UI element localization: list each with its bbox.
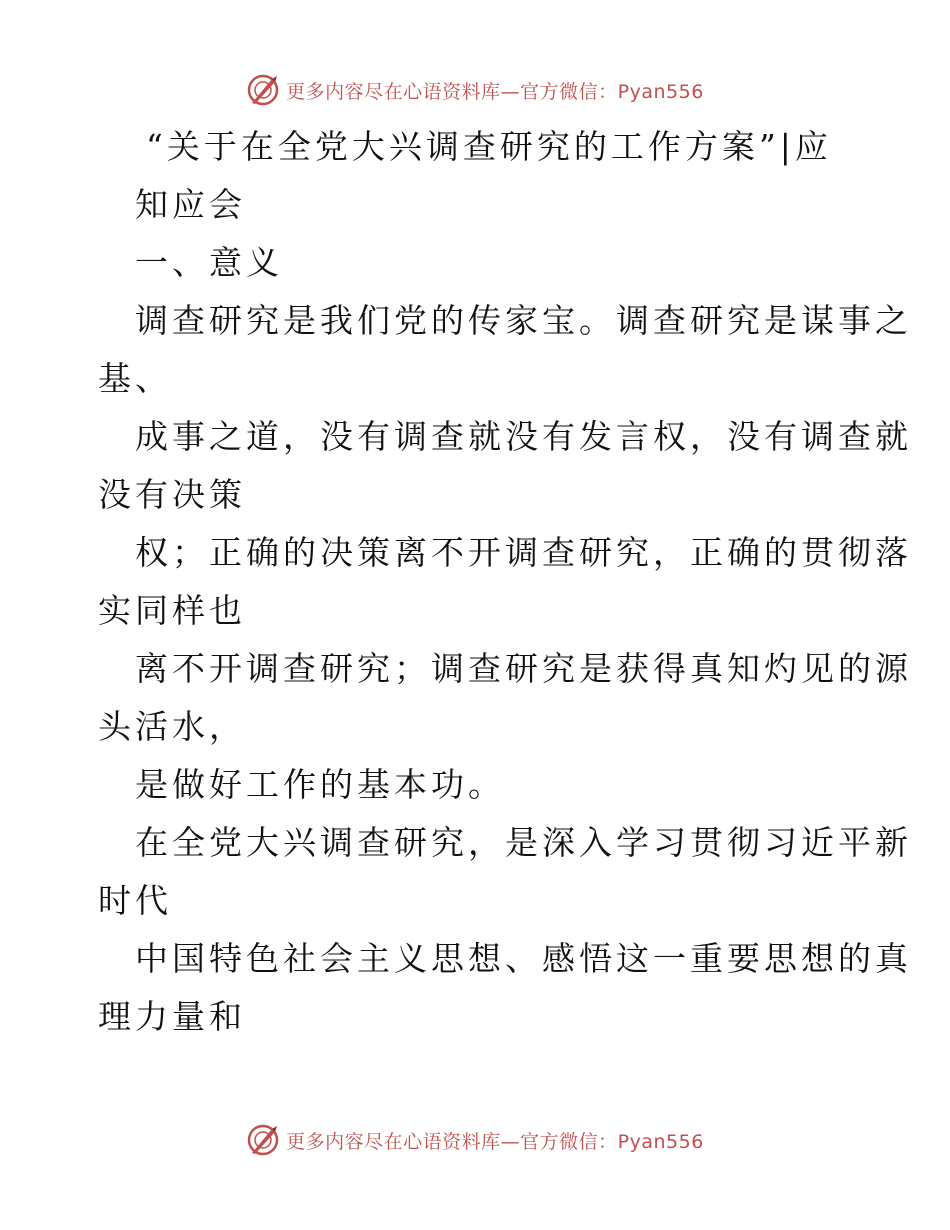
paragraph-line: 理力量和 — [98, 997, 246, 1036]
document-title-line-1: “关于在全党大兴调查研究的工作方案”|应 — [146, 127, 832, 166]
document-title-line-2: 知应会 — [135, 185, 246, 224]
paragraph-line: 实同样也 — [98, 591, 246, 630]
paragraph-line: 头活水， — [98, 707, 246, 746]
footer-banner-text: 更多内容尽在心语资料库—官方微信：Pyan556 — [286, 1130, 704, 1153]
paragraph-line: 离不开调查研究；调查研究是获得真知灼见的源 — [135, 649, 912, 688]
header-banner — [0, 70, 950, 110]
paragraph-line: 成事之道，没有调查就没有发言权，没有调查就 — [135, 417, 912, 456]
paragraph-line: 时代 — [98, 881, 172, 920]
header-banner-text: 更多内容尽在心语资料库—官方微信：Pyan556 — [286, 80, 704, 103]
document-body — [98, 118, 912, 1046]
paragraph-line: 中国特色社会主义思想、感悟这一重要思想的真 — [135, 939, 912, 978]
paragraph-line: 权；正确的决策离不开调查研究，正确的贯彻落 — [135, 533, 912, 572]
footer-banner — [0, 1120, 950, 1160]
paragraph-line: 是做好工作的基本功。 — [135, 765, 505, 804]
section-heading: 一、意义 — [135, 243, 283, 282]
paragraph-line: 没有决策 — [98, 475, 246, 514]
paragraph-line: 基、 — [98, 359, 172, 398]
quill-pen-logo-icon — [246, 1123, 280, 1157]
paragraph-line: 调查研究是我们党的传家宝。调查研究是谋事之 — [135, 301, 912, 340]
quill-pen-logo-icon — [246, 73, 280, 107]
paragraph-line: 在全党大兴调查研究，是深入学习贯彻习近平新 — [135, 823, 912, 862]
